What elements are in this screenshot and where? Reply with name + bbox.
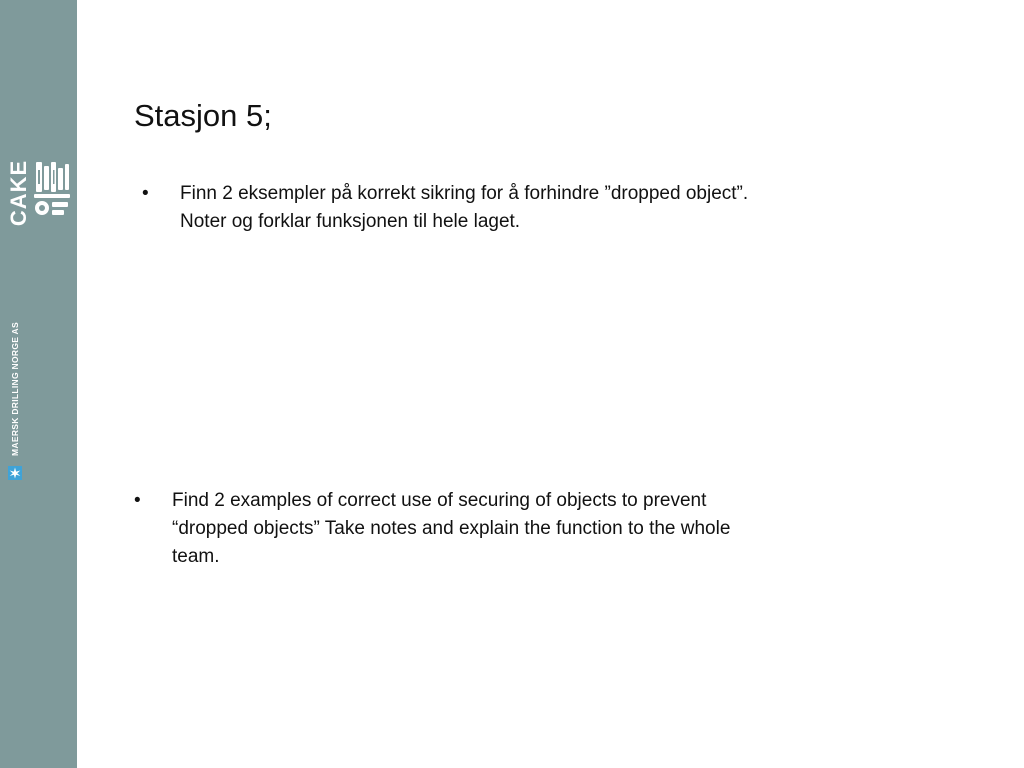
slide-title: Stasjon 5; [134, 98, 272, 133]
bullet-marker: • [134, 490, 141, 511]
bullet-line: Noter og forklar funksjonen til hele laget. [180, 211, 521, 232]
maersk-brand [4, 296, 26, 482]
cake-logo [5, 160, 33, 226]
bullet-item-norwegian [142, 180, 882, 240]
bullet-line: team. [172, 546, 220, 567]
cake-logo-text: CAKE [6, 159, 31, 227]
bullet-line: “dropped objects” Take notes and explain the function to the whole [172, 518, 731, 539]
maersk-star-icon [8, 466, 22, 480]
maersk-brand-text: MAERSK DRILLING NORGE AS [10, 322, 20, 456]
bullet-item-english [134, 487, 854, 577]
bullet-line: Finn 2 eksempler på korrekt sikring for å forhindre ”dropped object”. [180, 183, 749, 204]
bullet-line: Find 2 examples of correct use of securing of objects to prevent [172, 490, 707, 511]
cake-logo-mark-icon [32, 160, 72, 220]
bullet-text [180, 180, 880, 236]
bullet-marker: • [142, 183, 149, 204]
sidebar [0, 0, 77, 768]
bullet-text [172, 487, 852, 571]
